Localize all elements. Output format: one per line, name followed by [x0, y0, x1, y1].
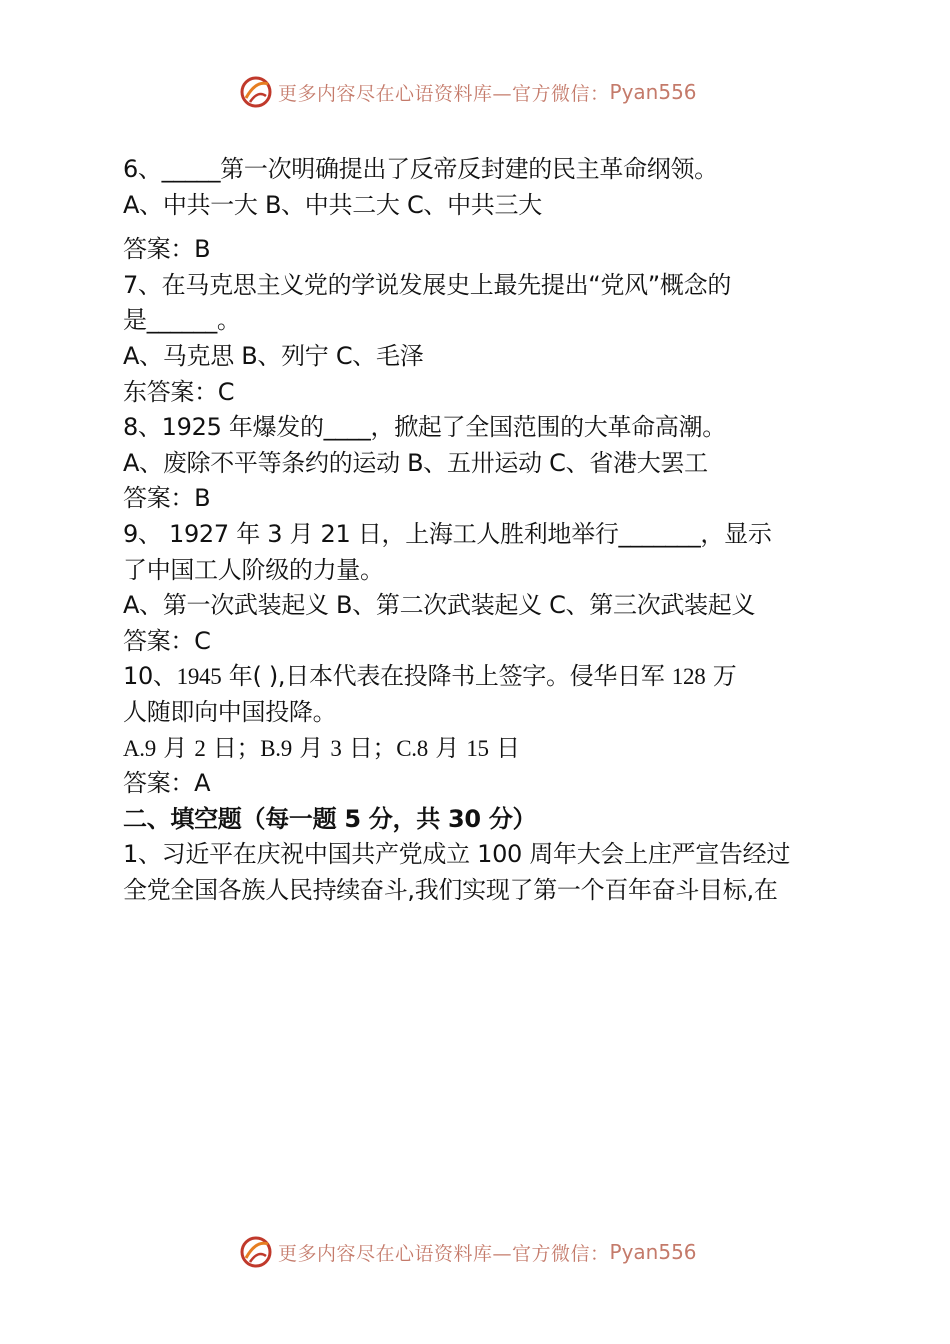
question-8-answer: 答案：B: [123, 484, 211, 513]
question-9: 9、 1927 年 3 月 21 日，上海工人胜利地举行_______，显示: [123, 519, 772, 548]
question-6: 6、_____第一次明确提出了反帝反封建的民主革命纲领。: [123, 155, 718, 183]
question-8-options: A、废除不平等条约的运动 B、五卅运动 C、省港大罢工: [123, 448, 708, 477]
question-9-options: A、第一次武装起义 B、第二次武装起义 C、第三次武装起义: [123, 591, 756, 620]
question-9-answer: 答案：C: [123, 626, 211, 655]
banner-wechat-id: Pyan556: [609, 1240, 697, 1264]
question-10-options: A.9 月 2 日；B.9 月 3 日；C.8 月 15 日: [123, 733, 520, 762]
logo-icon: [238, 74, 274, 110]
banner-text: 更多内容尽在心语资料库—官方微信：: [278, 82, 610, 105]
logo-icon: [238, 1234, 274, 1270]
document-body: [123, 152, 843, 908]
footer-banner: [238, 1232, 697, 1272]
question-6-answer: 答案：B: [123, 235, 211, 264]
question-10: 10、1945 年( ),日本代表在投降书上签字。侵华日军 128 万: [123, 662, 737, 691]
question-7-answer: 东答案：C: [123, 377, 235, 406]
question-10-cont: 人随即向中国投降。: [123, 697, 337, 726]
fill-question-1-cont: 全党全国各族人民持续奋斗,我们实现了第一个百年奋斗目标,在: [123, 875, 778, 904]
banner-text: 更多内容尽在心语资料库—官方微信：: [278, 1242, 610, 1265]
question-6-options: A、中共一大 B、中共二大 C、中共三大: [123, 190, 542, 219]
question-10-answer: 答案：A: [123, 769, 211, 798]
question-7-cont: 是______。: [123, 306, 241, 335]
section-heading-fill-in: 二、填空题（每一题 5 分，共 30 分）: [123, 804, 537, 833]
question-9-cont: 了中国工人阶级的力量。: [123, 555, 384, 584]
fill-question-1: 1、习近平在庆祝中国共产党成立 100 周年大会上庄严宣告经过: [123, 840, 791, 869]
question-8: 8、1925 年爆发的____，掀起了全国范围的大革命高潮。: [123, 413, 726, 442]
question-7: 7、在马克思主义党的学说发展史上最先提出“党风”概念的: [123, 270, 732, 299]
banner-wechat-id: Pyan556: [609, 80, 697, 104]
header-banner: [238, 72, 697, 112]
question-7-options: A、马克思 B、列宁 C、毛泽: [123, 341, 424, 370]
